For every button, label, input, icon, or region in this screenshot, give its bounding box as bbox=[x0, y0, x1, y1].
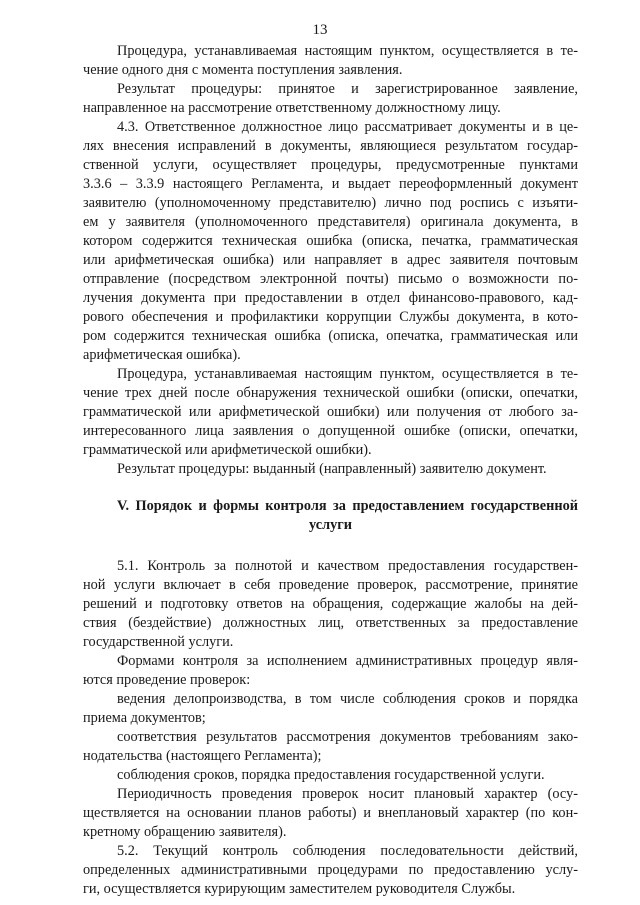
paragraph bbox=[83, 842, 578, 899]
section-heading bbox=[83, 497, 578, 535]
text-line: Формами контроля за исполнением административных процедур явля- bbox=[117, 653, 578, 669]
text-line: ной услуги включает в себя проведение проверок, рассмотрение, принятие bbox=[83, 577, 578, 593]
text-line: 5.2. Текущий контроль соблюдения последовательности действий, bbox=[117, 843, 578, 859]
text-line: определенных административными процедурами по предоставлению услу- bbox=[83, 862, 578, 878]
text-line: чение одного дня с момента поступления заявления. bbox=[83, 62, 403, 78]
paragraph bbox=[83, 365, 578, 460]
text-line: грамматической или арифметической ошибки). bbox=[83, 442, 372, 458]
text-line: соответствия результатов рассмотрения документов требованиям зако- bbox=[117, 729, 578, 745]
text-line: Процедура, устанавливаемая настоящим пунктом, осуществляется в те- bbox=[117, 366, 578, 382]
text-line: Периодичность проведения проверок носит плановый характер (осу- bbox=[117, 786, 578, 802]
paragraph bbox=[83, 690, 578, 728]
paragraph bbox=[83, 80, 578, 118]
text-line: Результат процедуры: выданный (направленный) заявителю документ. bbox=[117, 461, 547, 477]
text-line: отправление (посредством электронной почты) письмо о возможности по- bbox=[83, 271, 578, 287]
paragraph bbox=[83, 118, 578, 365]
section-heading-line-2: услуги bbox=[309, 517, 352, 533]
text-line: лях внесения исправлений в документы, являющиеся результатом государ- bbox=[83, 138, 578, 154]
text-line: решений и подготовку ответов на обращения, содержащие жалобы на дей- bbox=[83, 596, 578, 612]
section-heading-line-1: V. Порядок и формы контроля за предоставлением государственной bbox=[117, 498, 578, 514]
text-line: кретному обращению заявителя). bbox=[83, 824, 287, 840]
document-body bbox=[83, 42, 578, 899]
paragraph bbox=[83, 728, 578, 766]
text-line: государственной услуги. bbox=[83, 634, 234, 650]
text-line: направленное на рассмотрение ответственному должностному лицу. bbox=[83, 100, 501, 116]
text-line: 3.3.6 – 3.3.9 настоящего Регламента, и выдает переоформленный документ bbox=[83, 176, 578, 192]
text-block-control bbox=[83, 557, 578, 899]
paragraph bbox=[83, 557, 578, 652]
text-line: или арифметическая ошибка) или направляет в адрес заявителя почтовым bbox=[83, 252, 578, 268]
text-line: ведения делопроизводства, в том числе соблюдения сроков и порядка bbox=[117, 691, 578, 707]
text-line: соблюдения сроков, порядка предоставления государственной услуги. bbox=[117, 767, 545, 783]
text-line: Процедура, устанавливаемая настоящим пунктом, осуществляется в те- bbox=[117, 43, 578, 59]
text-line: ществляется на основании планов работы) и внеплановый характер (по кон- bbox=[83, 805, 578, 821]
text-block-procedures bbox=[83, 42, 578, 479]
text-line: 5.1. Контроль за полнотой и качеством предоставления государствен- bbox=[117, 558, 578, 574]
paragraph bbox=[83, 460, 578, 479]
text-line: ги, осуществляется курирующим заместителем руководителя Службы. bbox=[83, 881, 516, 897]
text-line: ственной услуги, осуществляет процедуры, предусмотренные пунктами bbox=[83, 157, 578, 173]
text-line: ствия (бездействие) должностных лиц, ответственных за предоставление bbox=[83, 615, 578, 631]
paragraph bbox=[83, 652, 578, 690]
paragraph bbox=[83, 785, 578, 842]
text-line: ром содержится техническая ошибка (описка, опечатка, грамматическая или bbox=[83, 328, 578, 344]
text-line: чение трех дней после обнаружения технической ошибки (описки, опечатки, bbox=[83, 385, 578, 401]
text-line: Результат процедуры: принятое и зарегистрированное заявление, bbox=[117, 81, 578, 97]
paragraph bbox=[83, 42, 578, 80]
page-number: 13 bbox=[312, 22, 328, 38]
text-line: ем у заявителя (уполномоченного представителя) оригинала документа, в bbox=[83, 214, 578, 230]
text-line: нодательства (настоящего Регламента); bbox=[83, 748, 322, 764]
text-line: грамматической или арифметической ошибки) или получения от любого за- bbox=[83, 404, 578, 420]
text-line: 4.3. Ответственное должностное лицо рассматривает документы и в це- bbox=[117, 119, 578, 135]
text-line: рового обеспечения и профилактики коррупции Службы документа, в кото- bbox=[83, 309, 578, 325]
text-line: лучения документа при предоставлении в отдел финансово-правового, кад- bbox=[83, 290, 578, 306]
text-line: ются проведение проверок: bbox=[83, 672, 251, 688]
text-line: интересованного лица заявления о допущенной ошибке (описки, опечатки, bbox=[83, 423, 578, 439]
text-line: приема документов; bbox=[83, 710, 206, 726]
text-line: котором содержится техническая ошибка (описка, печатка, грамматическая bbox=[83, 233, 578, 249]
text-line: заявителю (уполномоченному представителю) лично под роспись с изъяти- bbox=[83, 195, 578, 211]
paragraph bbox=[83, 766, 578, 785]
text-line: арифметическая ошибка). bbox=[83, 347, 241, 363]
